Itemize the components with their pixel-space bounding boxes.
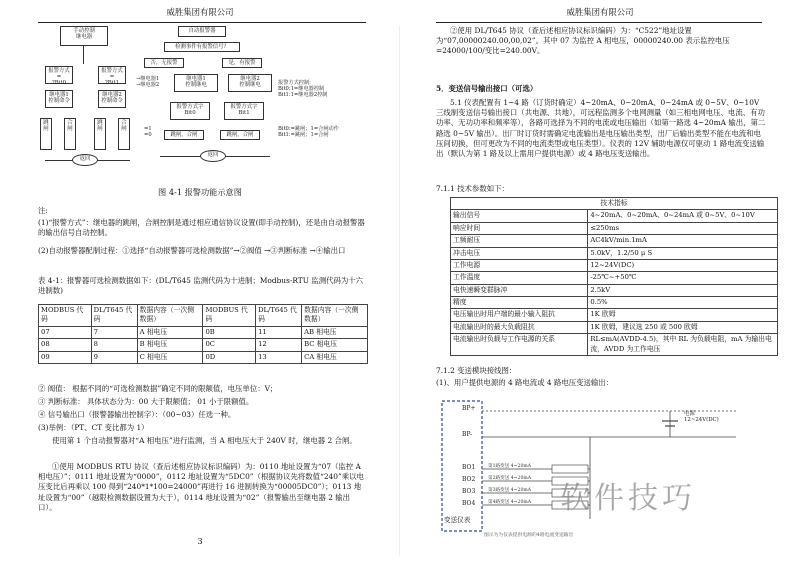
section-7-1-1: 7.1.1 技术参数如下： [436, 184, 509, 193]
table-row [451, 284, 778, 296]
spec-key: 电压输出时用户端的最小输入阻抗 [451, 309, 588, 321]
spec-table [450, 197, 778, 356]
table-cell: BC 相电压 [302, 339, 368, 351]
example-paragraph: 使用第 1 个自动报警器对“A 相电压”进行监测，当 A 相电压大于 240V 时，继电器 2 合闸。 [52, 436, 357, 445]
spec-key: 响应时间 [451, 222, 588, 234]
table-row [451, 259, 778, 271]
spec-key: 电流输出时负载与工作电源的关系 [451, 334, 588, 356]
table-header: 数据内容（一次侧数据） [302, 305, 368, 327]
power-label: 电源 12~24V(DC) [684, 411, 719, 424]
spec-title: 技术指标 [451, 198, 778, 210]
wiring-diagram [440, 399, 740, 549]
yes-alarm-box: 是，有报警 [222, 58, 262, 68]
page-header: 威胜集团有限公司 [566, 7, 634, 17]
spec-value: 5.0kV，1.2/50 μ S [588, 247, 778, 259]
table-cell: 8 [91, 339, 137, 351]
table-row [39, 326, 368, 338]
spec-key: 工作电源 [451, 259, 588, 271]
header-rule [436, 22, 762, 23]
modbus-paragraph: ①使用 MODBUS RTU 协议（查后述相应协议标识编码）为：0110 地址设置为“07（监控 A 相电压）”；0111 地址设置为“0000”，0112 地址设置为“5DC0”（根据协议先将数值“240”乘以电压变比后再乘以 100 得到“240*1*100=24000”再进行 16 进制转换为“00005DC0”）；0113 地址设置为“00”（越限检测数据设置为大于），0114 地址设置为“02”（报警输出至继电器 2 输出口）。 [38, 462, 364, 512]
alarm-word-bit1: 报警方式字 Bit1 [224, 102, 264, 120]
spec-value: 2.5kV [588, 284, 778, 296]
table-cell: AB 相电压 [302, 326, 368, 338]
bo1-label: BO1 [462, 464, 476, 471]
table-cell: 0D [203, 351, 256, 363]
table-cell: 07 [39, 326, 92, 338]
table-cell: 7 [91, 326, 137, 338]
spec-value: RL≤mA(AVDD-4.5)，其中 RL 为负载电阻，mA 为输出电流，AVDD 为工作电压 [588, 334, 778, 356]
table-cell: A 相电压 [137, 326, 203, 338]
channel-label: 第1路变送 4~20mA [488, 464, 532, 469]
bo3-label: BO3 [462, 488, 476, 495]
watermark: 软件技巧 [560, 481, 696, 516]
table-cell: 08 [39, 339, 92, 351]
alarm-mode-box: 报警方式= ?Bit1 [98, 66, 126, 84]
manual-control-box: 手动控制 继电器 [60, 26, 108, 46]
figure-caption: 图 4-1 报警功能示意图 [158, 187, 242, 197]
table-row [451, 247, 778, 259]
relay1-control-box: 继电器1 控制继电 [174, 74, 218, 92]
table-row [451, 334, 778, 356]
spec-value: 1K 欧姆，建议选 250 或 500 欧姆 [588, 321, 778, 333]
spec-key: 精度 [451, 297, 588, 309]
instrument-label: 变送仪表 [444, 516, 471, 524]
wiring-caption: 图示为为仪表提供电源的4路电流变送输出 [484, 533, 574, 538]
close-box: 合闸 [64, 118, 76, 150]
jump-box: 跳闸 [40, 118, 52, 150]
return-node: 返回 [200, 150, 226, 162]
example-heading: (3)举例：（PT、CT 变比都为 1） [38, 423, 149, 432]
note-3: 表 4-1：报警器可选检测数据如下：(DL/T645 监测代码为十进制；Modbus-RTU 监测代码为十六进制数) [38, 276, 364, 296]
relay2-command-box: 继电器2 控制命令 [98, 90, 126, 108]
spec-value: 4~20mA、0~20mA、0~24mA 或 0~5V、0~10V [588, 210, 778, 222]
table-header-row [39, 305, 368, 327]
spec-key: 工频耐压 [451, 235, 588, 247]
table-header: 数据内容（一次侧数据） [137, 305, 203, 327]
section-5-1-paragraph: 5.1 仪表配置有 1~4 路（订货时确定）4~20mA、0~20mA、0~24mA 或 0~5V、0~10V 三线制变送信号输出接口（共电源、共地），可远程监测多个电网测量（如三相电网电压、电流、有功功率、无功功率和频率等），各路可选择为不同的电流或电压输出（如第一路选 4~20mA 输出，第二路选 0~5V 输出）。出厂时订货时需确定电流输出是电压输出类型，出厂后输出类型不能在电流和电压间切换，但可更改为不同的电流类型或电压类型）。仪表的 12V 辅助电源仅可驱动 1 路电流变送输出（默认为第 1 路及以上需用户提供电源）或 4 路电压变送输出。 [436, 98, 766, 159]
table-row [39, 351, 368, 363]
spec-title-row [451, 198, 778, 210]
table-header: MODBUS 代码 [203, 305, 256, 327]
table-row [451, 297, 778, 309]
table-row [451, 309, 778, 321]
load-resistor [552, 465, 588, 473]
table-row [451, 210, 778, 222]
spec-key: 电流输出时的最大负载阻抗 [451, 321, 588, 333]
threshold-text: ② 阀值： 根据不同的“可选检测数据”确定不同的限额值，电压单位：V； [38, 384, 278, 393]
section-7-1-2: 7.1.2 变送模块接线图： [436, 366, 517, 375]
channel-label: 第2路变送 4~20mA [488, 476, 532, 481]
output-port-text: ④ 信号输出口（报警器输出控制字）：（00~03）任选一种。 [38, 410, 236, 419]
alarm-mode-note: 报警方式控制: Bit0:1=继电器控制 Bit1:1=继电器2控制 [278, 80, 328, 99]
table-cell: 09 [39, 351, 92, 363]
table-cell: 11 [256, 326, 302, 338]
table-row [451, 272, 778, 284]
flow-line [83, 46, 84, 64]
page-number: 3 [197, 537, 203, 546]
bit-note: Bit0:=跳闸；1=合闸动作 Bit1:=跳闸；1=合闸 [278, 126, 339, 139]
criterion-text: ③ 判断标准： 具体状态分为：00 大于限额值； 01 小于限额值。 [38, 397, 254, 406]
jump-box: 跳闸 [94, 118, 106, 150]
header-rule [38, 22, 366, 23]
monitor-data-table [38, 304, 368, 364]
spec-value: -25℃~+50℃ [588, 272, 778, 284]
spec-value: ≤250ms [588, 222, 778, 234]
spec-value: 0.5% [588, 297, 778, 309]
table-cell: C 相电压 [137, 351, 203, 363]
table-header: DL/T645 代码 [256, 305, 302, 327]
wiring-subheading: (1)、用户提供电源的 4 路电流或 4 路电压变送输出： [436, 378, 614, 387]
detect-box: 检测事件有报警信号？ [164, 42, 240, 52]
table-cell: 12 [256, 339, 302, 351]
spec-value: 12~24V(DC) [588, 259, 778, 271]
auto-alarm-box: 自动报警器 [178, 26, 226, 37]
table-row [451, 222, 778, 234]
dlt645-paragraph: ②使用 DL/T645 协议（查后述相应协议标识编码）为：“C522”地址设置为“07,00000240.00,00,02”。其中 07 为监控 A 相电压，00000240.00 表示监控电压=24000/100/变比=240.00V。 [436, 26, 730, 56]
close-box: 合闸 [118, 118, 130, 150]
bp-plus-label: BP+ [462, 405, 476, 412]
relay2-control-box: 继电器2 控制继电 [228, 74, 272, 92]
spec-value: AC4kV/min.1mA [588, 235, 778, 247]
bo2-label: BO2 [462, 476, 476, 483]
return-node: 返回 [72, 154, 98, 166]
table-cell: 9 [91, 351, 137, 363]
alarm-word-bit0: 报警方式字 Bit0 [170, 102, 210, 120]
table-header: DL/T645 代码 [91, 305, 137, 327]
relay1-command-box: 继电器1 控制命令 [45, 90, 73, 108]
alarm-flowchart [40, 26, 370, 176]
no-alarm-box: 否，无报警 [144, 58, 184, 68]
spec-key: 冲击电压 [451, 247, 588, 259]
jump-close-box: 跳闸，合闸 [164, 130, 204, 140]
note-1: (1)“报警方式”：继电器的跳闸，合闸控制是通过相应通信协议设置(即手动控制)，还是由自动报警器的输出信号自动控制。 [38, 218, 365, 238]
jump-close-box: 跳闸，合闸 [220, 130, 260, 140]
spec-key: 电快速瞬变群脉冲 [451, 284, 588, 296]
page-header: 威胜集团有限公司 [166, 7, 234, 17]
channel-label: 第3路变送 4~20mA [488, 488, 532, 493]
table-cell: 13 [256, 351, 302, 363]
section-5-heading: 5．变送信号输出接口（可选） [436, 84, 538, 93]
relay-arrow-label: →继电器1 →继电器2 [136, 76, 160, 89]
table-row [451, 321, 778, 333]
table-row [451, 235, 778, 247]
alarm-mode-box: 报警方式= ?Bit0 [45, 66, 73, 84]
notes-label: 注: [38, 206, 48, 215]
spec-value: 1K 欧姆 [588, 309, 778, 321]
table-cell: B 相电压 [137, 339, 203, 351]
spec-key: 输出信号 [451, 210, 588, 222]
note-2: (2)自动报警器配制过程：①选择“自动报警器可选检测数据”→②阀值 →③判断标准 →④输出口 [38, 246, 346, 255]
table-cell: 0C [203, 339, 256, 351]
condition-label: =1 =0 [144, 126, 152, 139]
bp-minus-label: BP- [462, 431, 473, 438]
table-header: MODBUS 代码 [39, 305, 92, 327]
table-cell: 0B [203, 326, 256, 338]
spec-key: 工作温度 [451, 272, 588, 284]
table-row [39, 339, 368, 351]
table-cell: CA 相电压 [302, 351, 368, 363]
bo4-label: BO4 [462, 500, 476, 507]
channel-label: 第4路变送 4~20mA [488, 500, 532, 505]
